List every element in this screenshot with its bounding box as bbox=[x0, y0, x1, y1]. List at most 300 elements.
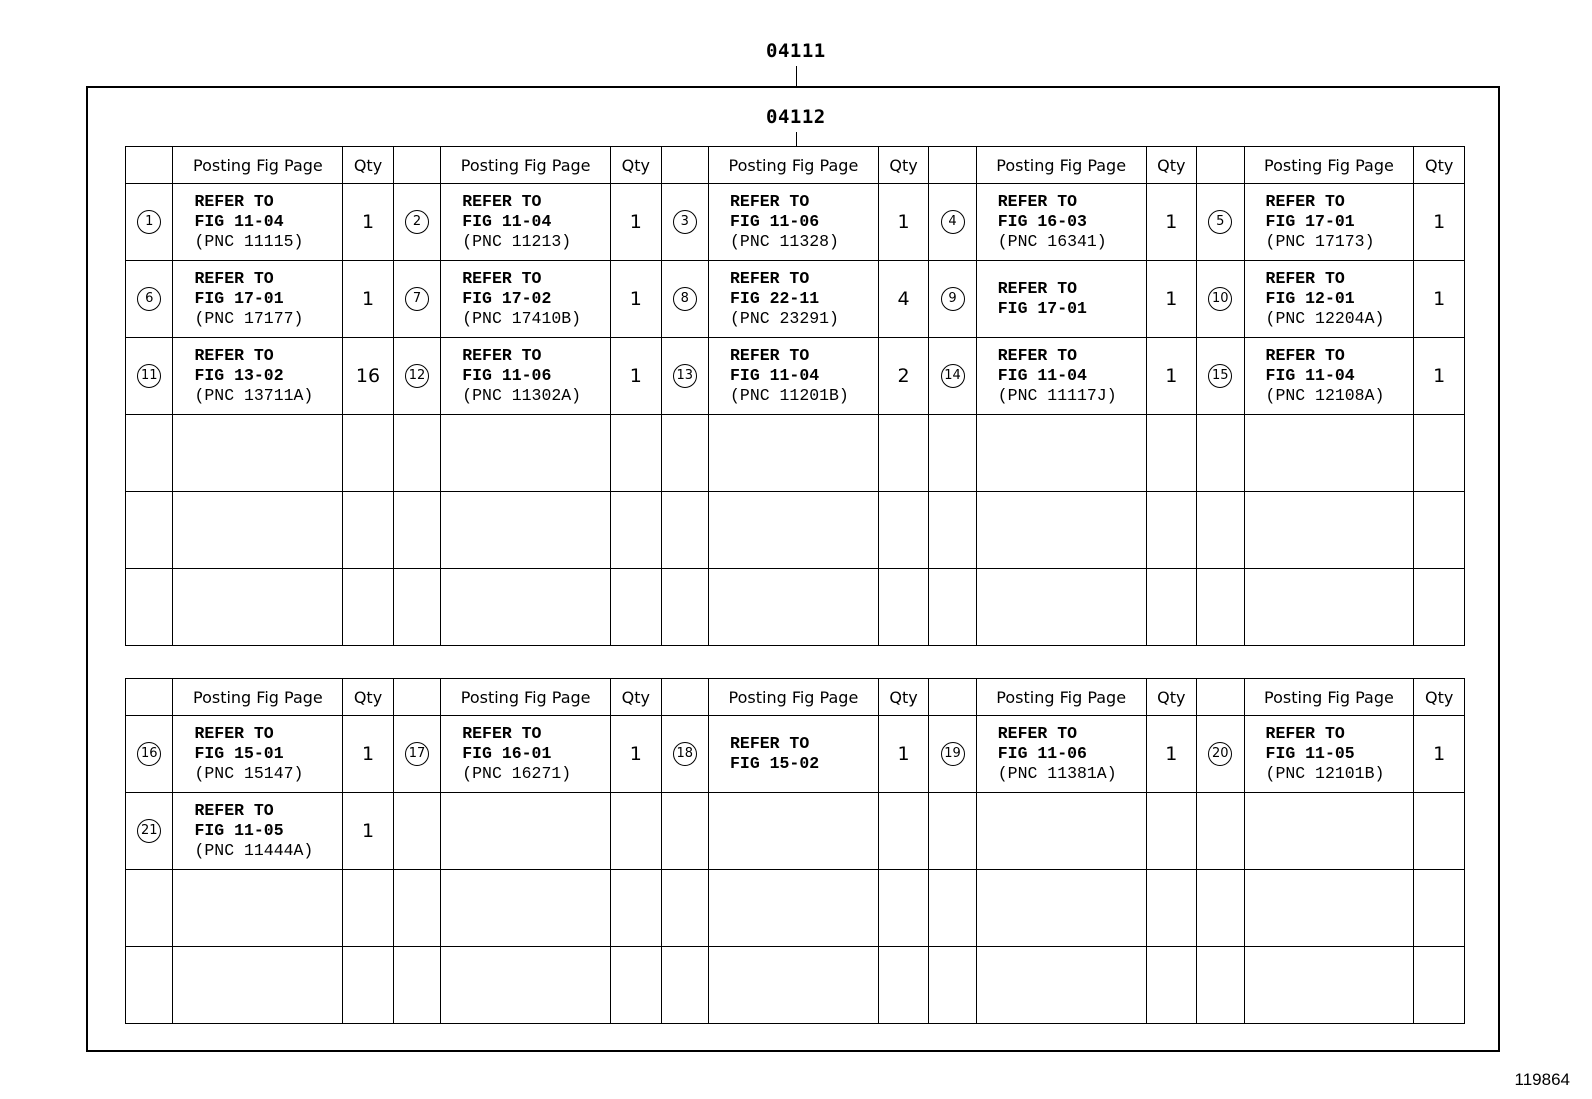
reference-cell bbox=[709, 415, 879, 492]
qty-cell bbox=[343, 870, 394, 947]
qty-cell bbox=[1414, 492, 1465, 569]
qty-cell bbox=[878, 870, 929, 947]
callout-number: 21 bbox=[137, 819, 161, 843]
key-cell bbox=[126, 947, 173, 1024]
table-header-row bbox=[126, 147, 1465, 184]
header-qty: Qty bbox=[611, 679, 662, 716]
qty-value: 16 bbox=[355, 365, 381, 387]
header-key-blank bbox=[126, 679, 173, 716]
reference-cell bbox=[976, 870, 1146, 947]
reference-cell bbox=[173, 261, 343, 338]
key-cell bbox=[929, 415, 976, 492]
qty-cell bbox=[1414, 793, 1465, 870]
reference-cell bbox=[1244, 716, 1414, 793]
callout-number: 15 bbox=[1208, 364, 1232, 388]
key-cell bbox=[929, 338, 976, 415]
table-row bbox=[126, 415, 1465, 492]
callout-number: 6 bbox=[137, 287, 161, 311]
reference-cell bbox=[976, 338, 1146, 415]
pnc-reference: (PNC 11381A) bbox=[997, 764, 1117, 783]
qty-value: 4 bbox=[897, 288, 910, 310]
callout-number: 1 bbox=[137, 210, 161, 234]
key-cell bbox=[929, 184, 976, 261]
fig-reference: FIG 17-01 bbox=[1265, 212, 1355, 231]
qty-cell bbox=[1146, 716, 1197, 793]
qty-value: 1 bbox=[897, 743, 910, 765]
pnc-reference: (PNC 11328) bbox=[730, 232, 839, 251]
pnc-reference: (PNC 12108A) bbox=[1265, 386, 1385, 405]
callout-number: 3 bbox=[673, 210, 697, 234]
pnc-reference: (PNC 11213) bbox=[462, 232, 572, 251]
qty-cell bbox=[1146, 261, 1197, 338]
pnc-reference: (PNC 17410B) bbox=[462, 309, 582, 328]
pnc-reference: (PNC 13711A) bbox=[194, 386, 314, 405]
qty-cell bbox=[878, 415, 929, 492]
callout-number: 19 bbox=[941, 742, 965, 766]
leader-line-inner bbox=[796, 132, 797, 146]
key-cell bbox=[126, 793, 173, 870]
reference-cell bbox=[976, 415, 1146, 492]
refer-to-text: REFER TO bbox=[730, 192, 810, 211]
reference-cell bbox=[1244, 492, 1414, 569]
table-row bbox=[126, 569, 1465, 646]
reference-cell bbox=[709, 793, 879, 870]
header-qty: Qty bbox=[343, 679, 394, 716]
qty-cell bbox=[343, 793, 394, 870]
reference-cell bbox=[441, 947, 611, 1024]
qty-cell bbox=[1414, 261, 1465, 338]
qty-cell bbox=[611, 793, 662, 870]
fig-reference: FIG 16-01 bbox=[462, 744, 552, 763]
refer-to-text: REFER TO bbox=[1265, 346, 1345, 365]
header-key-blank bbox=[126, 147, 173, 184]
refer-to-text: REFER TO bbox=[730, 734, 810, 753]
qty-cell bbox=[611, 870, 662, 947]
fig-reference: FIG 11-06 bbox=[997, 744, 1087, 763]
reference-cell bbox=[1244, 184, 1414, 261]
qty-value: 1 bbox=[1433, 743, 1446, 765]
qty-cell bbox=[878, 261, 929, 338]
callout-number: 9 bbox=[941, 287, 965, 311]
qty-value: 1 bbox=[1433, 211, 1446, 233]
qty-cell bbox=[1146, 492, 1197, 569]
header-qty: Qty bbox=[611, 147, 662, 184]
fig-reference: FIG 11-04 bbox=[730, 366, 820, 385]
qty-value: 1 bbox=[361, 211, 375, 233]
fig-reference: FIG 22-11 bbox=[730, 289, 820, 308]
pnc-reference: (PNC 17173) bbox=[1265, 232, 1375, 251]
header-key-blank bbox=[929, 679, 976, 716]
key-cell bbox=[1197, 947, 1244, 1024]
qty-value: 1 bbox=[361, 288, 375, 310]
key-cell bbox=[929, 261, 976, 338]
refer-to-text: REFER TO bbox=[997, 279, 1077, 298]
pnc-reference: (PNC 16341) bbox=[997, 232, 1107, 251]
qty-cell bbox=[878, 492, 929, 569]
refer-to-text: REFER TO bbox=[730, 269, 810, 288]
key-cell bbox=[1197, 261, 1244, 338]
fig-reference: FIG 11-05 bbox=[1265, 744, 1355, 763]
key-cell bbox=[929, 947, 976, 1024]
qty-cell bbox=[1146, 870, 1197, 947]
header-qty: Qty bbox=[1414, 147, 1465, 184]
reference-cell bbox=[441, 184, 611, 261]
key-cell bbox=[126, 569, 173, 646]
callout-number: 20 bbox=[1208, 742, 1232, 766]
fig-reference: FIG 11-04 bbox=[462, 212, 552, 231]
callout-number: 2 bbox=[405, 210, 429, 234]
table-row bbox=[126, 793, 1465, 870]
header-qty: Qty bbox=[878, 147, 929, 184]
callout-number: 13 bbox=[673, 364, 697, 388]
refer-to-text: REFER TO bbox=[194, 269, 274, 288]
qty-value: 1 bbox=[629, 288, 642, 310]
reference-cell bbox=[1244, 569, 1414, 646]
qty-cell bbox=[878, 716, 929, 793]
key-cell bbox=[661, 261, 708, 338]
qty-cell bbox=[878, 947, 929, 1024]
qty-cell bbox=[1414, 184, 1465, 261]
fig-reference: FIG 12-01 bbox=[1265, 289, 1355, 308]
qty-cell bbox=[611, 338, 662, 415]
header-posting-fig-page: Posting Fig Page bbox=[1244, 679, 1414, 716]
pnc-reference: (PNC 11117J) bbox=[997, 386, 1117, 405]
fig-reference: FIG 15-02 bbox=[730, 754, 820, 773]
pnc-reference: (PNC 15147) bbox=[194, 764, 304, 783]
qty-cell bbox=[1414, 338, 1465, 415]
key-cell bbox=[393, 870, 440, 947]
qty-cell bbox=[611, 492, 662, 569]
reference-cell bbox=[441, 716, 611, 793]
key-cell bbox=[1197, 184, 1244, 261]
reference-cell bbox=[976, 492, 1146, 569]
reference-cell bbox=[1244, 793, 1414, 870]
header-posting-fig-page: Posting Fig Page bbox=[441, 147, 611, 184]
qty-cell bbox=[343, 492, 394, 569]
header-qty: Qty bbox=[343, 147, 394, 184]
fig-reference: FIG 11-04 bbox=[997, 366, 1087, 385]
key-cell bbox=[393, 716, 440, 793]
key-cell bbox=[393, 947, 440, 1024]
callout-number: 16 bbox=[137, 742, 161, 766]
header-posting-fig-page: Posting Fig Page bbox=[173, 147, 343, 184]
table-row bbox=[126, 716, 1465, 793]
reference-cell bbox=[709, 184, 879, 261]
callout-number: 4 bbox=[941, 210, 965, 234]
key-cell bbox=[1197, 870, 1244, 947]
pnc-reference: (PNC 12204A) bbox=[1265, 309, 1385, 328]
fig-reference: FIG 17-01 bbox=[194, 289, 284, 308]
figure-reference-number: 119864 bbox=[1514, 1070, 1570, 1089]
reference-cell bbox=[441, 569, 611, 646]
key-cell bbox=[393, 793, 440, 870]
key-cell bbox=[1197, 338, 1244, 415]
key-cell bbox=[393, 261, 440, 338]
fig-reference: FIG 17-02 bbox=[462, 289, 552, 308]
reference-cell bbox=[173, 716, 343, 793]
fig-reference: FIG 16-03 bbox=[997, 212, 1087, 231]
qty-value: 1 bbox=[1165, 211, 1178, 233]
refer-to-text: REFER TO bbox=[462, 192, 542, 211]
fig-reference: FIG 11-06 bbox=[730, 212, 820, 231]
header-posting-fig-page: Posting Fig Page bbox=[441, 679, 611, 716]
table-row bbox=[126, 338, 1465, 415]
pnc-reference: (PNC 23291) bbox=[730, 309, 839, 328]
qty-value: 1 bbox=[629, 743, 642, 765]
qty-cell bbox=[343, 947, 394, 1024]
qty-cell bbox=[1146, 184, 1197, 261]
qty-cell bbox=[611, 415, 662, 492]
refer-to-text: REFER TO bbox=[997, 724, 1077, 743]
key-cell bbox=[1197, 415, 1244, 492]
qty-cell bbox=[343, 184, 394, 261]
header-qty: Qty bbox=[1414, 679, 1465, 716]
header-posting-fig-page: Posting Fig Page bbox=[1244, 147, 1414, 184]
key-cell bbox=[661, 870, 708, 947]
reference-cell bbox=[709, 492, 879, 569]
key-cell bbox=[929, 569, 976, 646]
fig-reference: FIG 15-01 bbox=[194, 744, 284, 763]
reference-cell bbox=[173, 947, 343, 1024]
header-qty: Qty bbox=[878, 679, 929, 716]
callout-number: 8 bbox=[673, 287, 697, 311]
parts-reference-table-2 bbox=[125, 678, 1465, 1024]
pnc-reference: (PNC 11115) bbox=[194, 232, 304, 251]
fig-reference: FIG 17-01 bbox=[997, 299, 1087, 318]
qty-cell bbox=[1146, 569, 1197, 646]
qty-cell bbox=[1414, 569, 1465, 646]
header-key-blank bbox=[1197, 679, 1244, 716]
header-key-blank bbox=[929, 147, 976, 184]
qty-cell bbox=[1414, 870, 1465, 947]
reference-cell bbox=[441, 338, 611, 415]
header-key-blank bbox=[661, 679, 708, 716]
qty-cell bbox=[878, 184, 929, 261]
callout-number: 14 bbox=[941, 364, 965, 388]
qty-value: 2 bbox=[897, 365, 910, 387]
callout-number: 17 bbox=[405, 742, 429, 766]
qty-value: 1 bbox=[1433, 288, 1446, 310]
refer-to-text: REFER TO bbox=[997, 346, 1077, 365]
qty-value: 1 bbox=[361, 743, 375, 765]
qty-cell bbox=[1146, 415, 1197, 492]
table-row bbox=[126, 870, 1465, 947]
qty-cell bbox=[611, 184, 662, 261]
reference-cell bbox=[976, 184, 1146, 261]
callout-number: 7 bbox=[405, 287, 429, 311]
fig-reference: FIG 11-04 bbox=[1265, 366, 1355, 385]
pnc-reference: (PNC 11302A) bbox=[462, 386, 582, 405]
reference-cell bbox=[709, 870, 879, 947]
reference-cell bbox=[173, 184, 343, 261]
key-cell bbox=[1197, 716, 1244, 793]
reference-cell bbox=[441, 415, 611, 492]
refer-to-text: REFER TO bbox=[194, 346, 274, 365]
key-cell bbox=[929, 492, 976, 569]
key-cell bbox=[393, 415, 440, 492]
qty-value: 1 bbox=[897, 211, 910, 233]
reference-cell bbox=[976, 947, 1146, 1024]
key-cell bbox=[929, 716, 976, 793]
qty-cell bbox=[1146, 338, 1197, 415]
table-row bbox=[126, 184, 1465, 261]
pnc-reference: (PNC 11444A) bbox=[194, 841, 314, 860]
table-row bbox=[126, 947, 1465, 1024]
callout-number: 5 bbox=[1208, 210, 1232, 234]
key-cell bbox=[661, 338, 708, 415]
callout-04111: 04111 bbox=[766, 40, 826, 62]
qty-cell bbox=[878, 338, 929, 415]
table-header-row bbox=[126, 679, 1465, 716]
reference-cell bbox=[173, 793, 343, 870]
key-cell bbox=[126, 415, 173, 492]
refer-to-text: REFER TO bbox=[194, 724, 274, 743]
refer-to-text: REFER TO bbox=[462, 724, 542, 743]
reference-cell bbox=[1244, 947, 1414, 1024]
reference-cell bbox=[173, 569, 343, 646]
reference-cell bbox=[976, 793, 1146, 870]
refer-to-text: REFER TO bbox=[1265, 269, 1345, 288]
reference-cell bbox=[976, 261, 1146, 338]
qty-value: 1 bbox=[1165, 365, 1178, 387]
header-posting-fig-page: Posting Fig Page bbox=[173, 679, 343, 716]
qty-cell bbox=[611, 716, 662, 793]
qty-cell bbox=[343, 716, 394, 793]
qty-cell bbox=[611, 947, 662, 1024]
table-row bbox=[126, 261, 1465, 338]
qty-cell bbox=[343, 569, 394, 646]
key-cell bbox=[126, 184, 173, 261]
qty-value: 1 bbox=[629, 365, 642, 387]
callout-number: 11 bbox=[137, 364, 161, 388]
callout-number: 18 bbox=[673, 742, 697, 766]
reference-cell bbox=[709, 569, 879, 646]
pnc-reference: (PNC 16271) bbox=[462, 764, 572, 783]
refer-to-text: REFER TO bbox=[1265, 192, 1345, 211]
qty-value: 1 bbox=[361, 820, 375, 842]
refer-to-text: REFER TO bbox=[462, 346, 542, 365]
key-cell bbox=[393, 184, 440, 261]
reference-cell bbox=[441, 492, 611, 569]
key-cell bbox=[126, 870, 173, 947]
reference-cell bbox=[976, 716, 1146, 793]
key-cell bbox=[1197, 492, 1244, 569]
qty-cell bbox=[343, 415, 394, 492]
key-cell bbox=[661, 793, 708, 870]
qty-cell bbox=[1414, 415, 1465, 492]
fig-reference: FIG 11-06 bbox=[462, 366, 552, 385]
qty-value: 1 bbox=[629, 211, 642, 233]
qty-value: 1 bbox=[1165, 288, 1178, 310]
header-posting-fig-page: Posting Fig Page bbox=[709, 147, 879, 184]
pnc-reference: (PNC 12101B) bbox=[1265, 764, 1385, 783]
table-row bbox=[126, 492, 1465, 569]
qty-cell bbox=[1414, 947, 1465, 1024]
refer-to-text: REFER TO bbox=[997, 192, 1077, 211]
refer-to-text: REFER TO bbox=[194, 801, 274, 820]
callout-number: 12 bbox=[405, 364, 429, 388]
header-key-blank bbox=[661, 147, 708, 184]
key-cell bbox=[661, 947, 708, 1024]
reference-cell bbox=[173, 870, 343, 947]
key-cell bbox=[393, 569, 440, 646]
reference-cell bbox=[1244, 870, 1414, 947]
key-cell bbox=[661, 415, 708, 492]
key-cell bbox=[1197, 569, 1244, 646]
reference-cell bbox=[709, 261, 879, 338]
qty-cell bbox=[1414, 716, 1465, 793]
reference-cell bbox=[1244, 261, 1414, 338]
refer-to-text: REFER TO bbox=[462, 269, 542, 288]
reference-cell bbox=[173, 492, 343, 569]
key-cell bbox=[661, 492, 708, 569]
reference-cell bbox=[1244, 415, 1414, 492]
callout-04112: 04112 bbox=[766, 106, 826, 128]
qty-cell bbox=[878, 569, 929, 646]
header-posting-fig-page: Posting Fig Page bbox=[976, 679, 1146, 716]
qty-value: 1 bbox=[1433, 365, 1446, 387]
refer-to-text: REFER TO bbox=[730, 346, 810, 365]
header-key-blank bbox=[393, 147, 440, 184]
callout-number: 10 bbox=[1208, 287, 1232, 311]
key-cell bbox=[929, 793, 976, 870]
reference-cell bbox=[173, 415, 343, 492]
reference-cell bbox=[441, 261, 611, 338]
qty-cell bbox=[1146, 947, 1197, 1024]
leader-line-outer bbox=[796, 66, 797, 86]
key-cell bbox=[126, 261, 173, 338]
reference-cell bbox=[709, 716, 879, 793]
key-cell bbox=[929, 870, 976, 947]
header-qty: Qty bbox=[1146, 147, 1197, 184]
reference-cell bbox=[441, 793, 611, 870]
reference-cell bbox=[1244, 338, 1414, 415]
refer-to-text: REFER TO bbox=[194, 192, 274, 211]
pnc-reference: (PNC 11201B) bbox=[730, 386, 849, 405]
parts-reference-table-1 bbox=[125, 146, 1465, 646]
qty-cell bbox=[343, 261, 394, 338]
header-qty: Qty bbox=[1146, 679, 1197, 716]
header-posting-fig-page: Posting Fig Page bbox=[709, 679, 879, 716]
reference-cell bbox=[173, 338, 343, 415]
reference-cell bbox=[709, 947, 879, 1024]
key-cell bbox=[393, 338, 440, 415]
qty-cell bbox=[611, 569, 662, 646]
key-cell bbox=[661, 184, 708, 261]
key-cell bbox=[393, 492, 440, 569]
fig-reference: FIG 11-05 bbox=[194, 821, 284, 840]
qty-cell bbox=[878, 793, 929, 870]
header-posting-fig-page: Posting Fig Page bbox=[976, 147, 1146, 184]
reference-cell bbox=[709, 338, 879, 415]
reference-cell bbox=[441, 870, 611, 947]
key-cell bbox=[661, 569, 708, 646]
key-cell bbox=[661, 716, 708, 793]
key-cell bbox=[126, 716, 173, 793]
pnc-reference: (PNC 17177) bbox=[194, 309, 304, 328]
qty-cell bbox=[1146, 793, 1197, 870]
qty-cell bbox=[611, 261, 662, 338]
refer-to-text: REFER TO bbox=[1265, 724, 1345, 743]
fig-reference: FIG 13-02 bbox=[194, 366, 284, 385]
reference-cell bbox=[976, 569, 1146, 646]
qty-value: 1 bbox=[1165, 743, 1178, 765]
key-cell bbox=[1197, 793, 1244, 870]
fig-reference: FIG 11-04 bbox=[194, 212, 284, 231]
header-key-blank bbox=[393, 679, 440, 716]
key-cell bbox=[126, 338, 173, 415]
key-cell bbox=[126, 492, 173, 569]
